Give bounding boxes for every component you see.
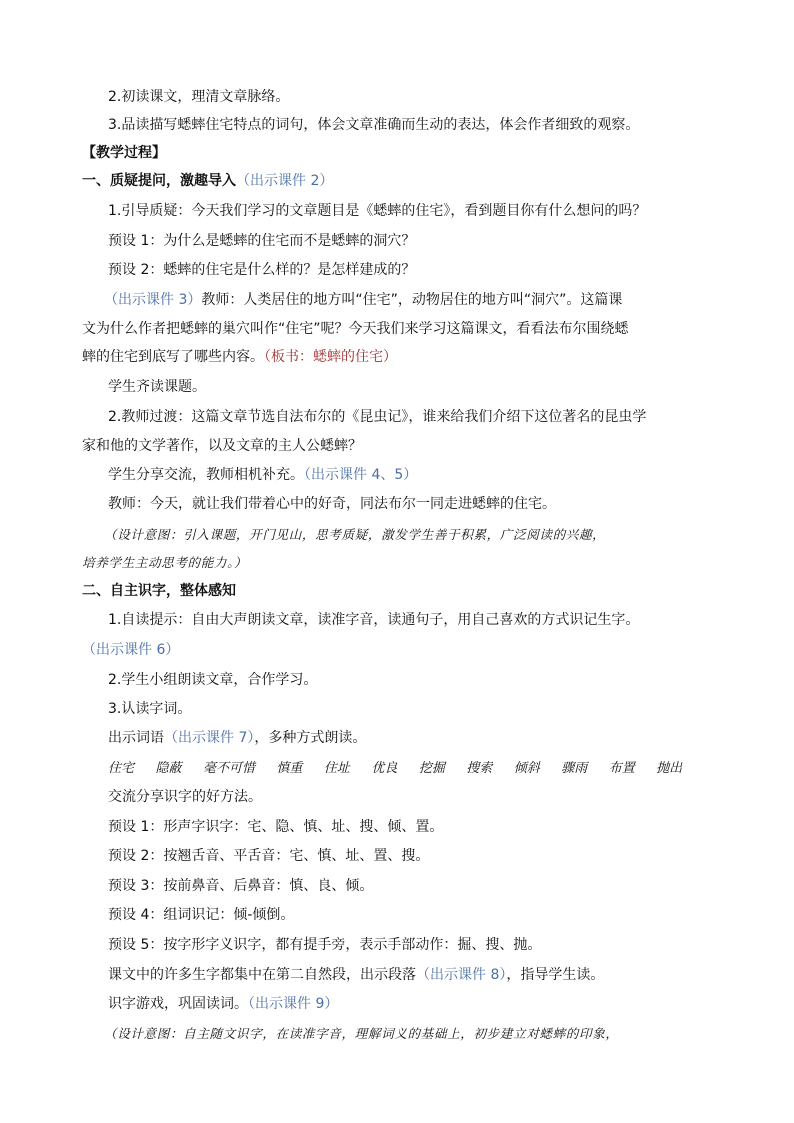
- words-intro-tail: ，多种方式朗读。: [254, 730, 367, 746]
- design-intent-1-line-1: （设计意图：引入课题，开门见山，思考质疑，激发学生善于积累，广泛阅读的兴趣，: [104, 527, 606, 542]
- courseware-7-ref: （出示课件 7）: [164, 730, 255, 746]
- group-reading: 2.学生小组朗读文章，合作学习。: [108, 672, 318, 688]
- paragraph-guide-tail: ，指导学生读。: [506, 967, 605, 983]
- paragraph-guide: [108, 960, 748, 990]
- process-heading: 【教学过程】: [82, 145, 166, 161]
- preset-1: 预设 1：为什么是蟋蟀的住宅而不是蟋蟀的洞穴？: [108, 233, 416, 249]
- vocab-word: 住址: [323, 761, 350, 776]
- literacy-preset-1: 预设 1：形声字识字：宅、隐、慎、址、搜、倾、置。: [108, 819, 444, 835]
- courseware-6-ref: （出示课件 6）: [82, 642, 180, 658]
- words-intro-text: 出示词语: [108, 730, 164, 746]
- words-intro: [108, 723, 748, 753]
- section-1-courseware-ref: （出示课件 2）: [236, 173, 334, 189]
- design-intent-1-line-2: 培养学生主动思考的能力。）: [82, 555, 248, 570]
- guided-question: 1.引导质疑：今天我们学习的文章题目是《蟋蟀的住宅》，看到题目你有什么想问的吗？: [108, 203, 647, 219]
- vocab-word: 慎重: [276, 761, 303, 776]
- design-intent-2: （设计意图：自主随文识字，在读准字音，理解词义的基础上，初步建立对蟋蟀的印象，: [104, 1026, 619, 1041]
- courseware-3-ref: （出示课件 3）: [104, 292, 202, 308]
- courseware-9-ref: （出示课件 9）: [248, 996, 339, 1012]
- self-read-tip: 1.自读提示：自由大声朗读文章，读准字音，读通句子，用自己喜欢的方式识记生字。: [108, 612, 640, 628]
- goal-3: 3.品读描写蟋蟀住宅特点的词句，体会文章准确而生动的表达，体会作者细致的观察。: [108, 117, 640, 133]
- teacher-intro-line-1: [104, 285, 748, 315]
- read-title: 学生齐读课题。: [108, 379, 206, 395]
- literacy-game: [108, 989, 748, 1019]
- student-share-text: 学生分享交流，教师相机补充。: [108, 467, 304, 483]
- vocab-word: 挖掘: [418, 761, 445, 776]
- section-1-title: 一、质疑提问，激趣导入: [82, 173, 236, 189]
- preset-2: 预设 2：蟋蟀的住宅是什么样的？是怎样建成的？: [108, 262, 416, 278]
- literacy-preset-2: 预设 2：按翘舌音、平舌音：宅、慎、址、置、搜。: [108, 848, 430, 864]
- teacher-intro-line-3: [82, 342, 748, 372]
- share-method: 交流分享识字的好方法。: [108, 789, 262, 805]
- literacy-game-text: 识字游戏，巩固读词。: [108, 996, 248, 1012]
- vocab-word: 骤雨: [561, 761, 588, 776]
- vocab-word: 布置: [608, 761, 635, 776]
- vocab-word: 优良: [371, 761, 398, 776]
- vocab-word: 毫不可惜: [202, 761, 255, 776]
- vocab-word: 倾斜: [513, 761, 540, 776]
- literacy-preset-5: 预设 5：按字形字义识字，都有提手旁，表示手部动作：掘、搜、抛。: [108, 937, 542, 953]
- transition-line-1: 2.教师过渡：这篇文章节选自法布尔的《昆虫记》，谁来给我们介绍下这位著名的昆虫学: [108, 409, 647, 425]
- teacher-intro-line-2: 文为什么作者把蟋蟀的巢穴叫作“住宅”呢？今天我们来学习这篇课文，看看法布尔围绕蟋: [82, 321, 629, 337]
- vocabulary-list: [108, 753, 748, 783]
- literacy-preset-4: 预设 4：组词识记：倾-倾倒。: [108, 907, 295, 923]
- literacy-preset-3: 预设 3：按前鼻音、后鼻音：慎、良、倾。: [108, 878, 374, 894]
- courseware-8-ref: （出示课件 8）: [416, 967, 507, 983]
- vocab-word: 隐蔽: [155, 761, 182, 776]
- courseware-4-5-ref: （出示课件 4、5）: [304, 467, 418, 483]
- vocab-word: 住宅: [108, 761, 135, 776]
- teacher-intro-tail: 蟀的住宅到底写了哪些内容。: [82, 349, 264, 365]
- board-writing: （板书：蟋蟀的住宅）: [264, 349, 397, 365]
- section-1-heading: [82, 166, 748, 196]
- paragraph-guide-text: 课文中的许多生字都集中在第二自然段，出示段落: [108, 967, 416, 983]
- teacher-intro-text: 教师：人类居住的地方叫“住宅”，动物居住的地方叫“洞穴”。这篇课: [201, 292, 623, 308]
- vocab-word: 搜索: [466, 761, 493, 776]
- teacher-closing: 教师：今天，就让我们带着心中的好奇，同法布尔一同走进蟋蟀的住宅。: [108, 496, 556, 512]
- goal-2: 2.初读课文，理清文章脉络。: [108, 89, 290, 105]
- vocab-word: 抛出: [656, 761, 683, 776]
- student-share: [108, 460, 748, 490]
- read-words: 3.认读字词。: [108, 701, 192, 717]
- transition-line-2: 家和他的文学著作，以及文章的主人公蟋蟀？: [82, 438, 362, 454]
- section-2-title: 二、自主识字，整体感知: [82, 583, 236, 599]
